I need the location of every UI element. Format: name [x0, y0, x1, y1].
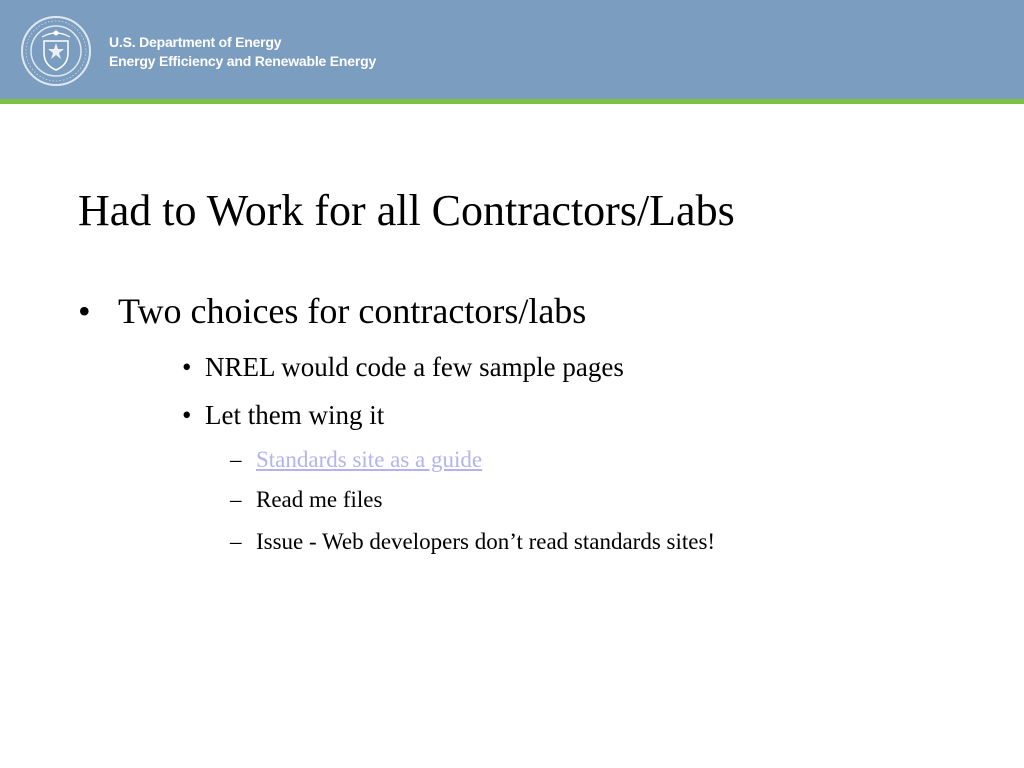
bullet-marker: •: [78, 291, 91, 331]
bullet-level2: [182, 398, 384, 432]
dash-marker: –: [230, 529, 242, 554]
bullet-level3: [230, 485, 382, 515]
org-line-department: U.S. Department of Energy: [109, 34, 282, 50]
bullet-level3: [230, 445, 482, 475]
bullet-marker: •: [182, 352, 192, 382]
bullet-text: Issue - Web developers don’t read standards sites!: [256, 529, 716, 554]
org-name: [109, 33, 376, 71]
bullet-level1: [78, 287, 586, 335]
org-line-office: Energy Efficiency and Renewable Energy: [109, 53, 377, 69]
bullet-text: NREL would code a few sample pages: [205, 352, 624, 382]
dash-marker: –: [230, 447, 242, 472]
bullet-level3: [230, 527, 715, 557]
bullet-text: Read me files: [256, 487, 383, 512]
bullet-text: Two choices for contractors/labs: [118, 291, 587, 331]
standards-site-link[interactable]: Standards site as a guide: [256, 447, 483, 472]
dash-marker: –: [230, 487, 242, 512]
slide-title: Had to Work for all Contractors/Labs: [78, 186, 735, 235]
bullet-marker: •: [182, 400, 192, 430]
bullet-level2: [182, 350, 624, 384]
bullet-text: Let them wing it: [205, 400, 385, 430]
header-green-rule: [0, 99, 1024, 104]
doe-seal-icon: [20, 15, 92, 87]
